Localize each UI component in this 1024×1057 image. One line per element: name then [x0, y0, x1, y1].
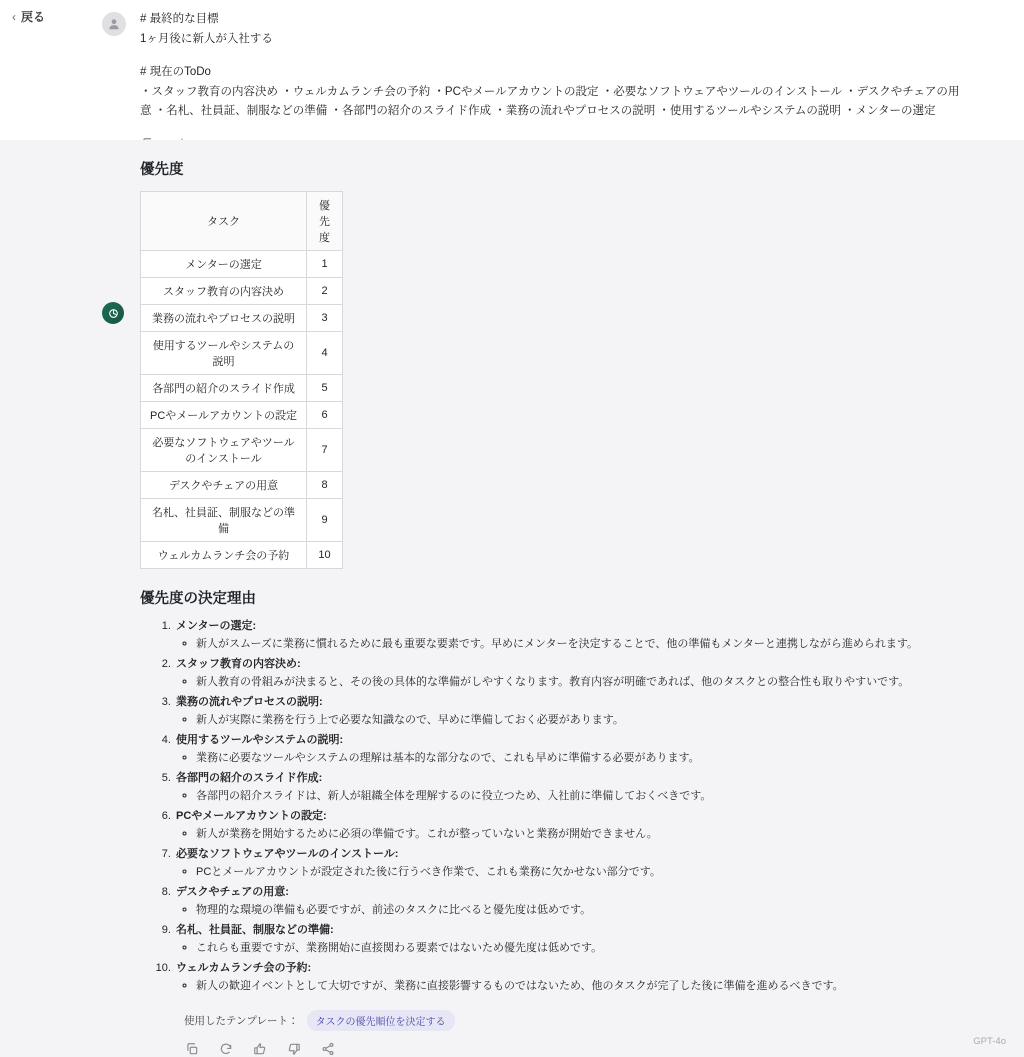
cell-priority: 3 — [307, 305, 343, 332]
list-item — [174, 884, 976, 918]
list-item — [174, 922, 976, 956]
thumbs-up-icon[interactable] — [252, 1041, 268, 1057]
reason-detail: ◦ 業務に必要なツールやシステムの理解は基本的な部分なので、これも早めに準備する必要があります。 — [196, 750, 976, 767]
table-row — [141, 305, 343, 332]
assistant-logo-icon — [102, 302, 124, 324]
reason-title-text: PCやメールアカウントの設定: — [176, 810, 327, 822]
back-button[interactable] — [12, 8, 45, 25]
reason-detail: ◦ 新人が実際に業務を行う上で必要な知識なので、早めに準備しておく必要があります。 — [196, 712, 976, 729]
cell-task: メンターの選定 — [141, 251, 307, 278]
cell-priority: 7 — [307, 429, 343, 472]
reason-title-text: 各部門の紹介のスライド作成: — [176, 772, 323, 784]
share-icon[interactable] — [320, 1041, 336, 1057]
cell-priority: 1 — [307, 251, 343, 278]
todo-heading: # 現在のToDo — [140, 66, 211, 79]
table-row — [141, 332, 343, 375]
cell-priority: 4 — [307, 332, 343, 375]
reason-title-text: スタッフ教育の内容決め: — [176, 658, 301, 670]
priority-title: 優先度 — [140, 162, 184, 178]
reason-title-text: デスクやチェアの用意: — [176, 886, 289, 898]
reason-detail-list — [176, 902, 976, 919]
goal-text: 1ヶ月後に新人が入社する — [140, 32, 273, 45]
reason-detail: ◦ PCとメールアカウントが設定された後に行うべき作業で、これも業務に欠かせない部分です。 — [196, 864, 976, 881]
table-row — [141, 251, 343, 278]
cell-task: スタッフ教育の内容決め — [141, 278, 307, 305]
table-row — [141, 375, 343, 402]
template-pill[interactable]: タスクの優先順位を決定する — [307, 1010, 455, 1031]
table-row — [141, 472, 343, 499]
reason-detail-list — [176, 978, 976, 995]
reason-detail-list — [176, 826, 976, 843]
list-item — [174, 846, 976, 880]
reason-detail: ◦ 各部門の紹介スライドは、新人が組織全体を理解するのに役立つため、入社前に準備しておくべきです。 — [196, 788, 976, 805]
refresh-icon[interactable] — [218, 1041, 234, 1057]
reason-detail-list — [176, 712, 976, 729]
reason-title-text: 必要なソフトウェアやツールのインストール: — [176, 848, 399, 860]
template-footer — [140, 1010, 976, 1031]
cell-priority: 8 — [307, 472, 343, 499]
table-header-row — [141, 192, 343, 251]
assistant-message-block — [0, 140, 1024, 1057]
user-avatar — [102, 12, 126, 36]
reason-detail-list — [176, 750, 976, 767]
user-message-block — [0, 0, 1024, 140]
list-item — [174, 694, 976, 728]
reason-title-text: ウェルカムランチ会の予約: — [176, 962, 312, 974]
cell-task: デスクやチェアの用意 — [141, 472, 307, 499]
reason-detail-list — [176, 940, 976, 957]
table-row — [141, 429, 343, 472]
assistant-content — [96, 158, 976, 1057]
column-header-priority: 優先度 — [307, 192, 343, 251]
reason-detail-list — [176, 674, 976, 691]
thumbs-down-icon[interactable] — [286, 1041, 302, 1057]
table-row — [141, 499, 343, 542]
list-item — [174, 770, 976, 804]
list-item — [174, 960, 976, 994]
column-header-task: タスク — [141, 192, 307, 251]
cell-task: 名札、社員証、制服などの準備 — [141, 499, 307, 542]
reason-detail-list — [176, 636, 976, 653]
table-row — [141, 402, 343, 429]
assistant-message-actions — [140, 1041, 976, 1057]
template-label: 使用したテンプレート： — [184, 1015, 299, 1027]
copy-icon[interactable] — [184, 1041, 200, 1057]
cell-priority: 5 — [307, 375, 343, 402]
model-tag: GPT-4o — [973, 1036, 1006, 1047]
reason-title: 優先度の決定理由 — [140, 591, 256, 607]
todo-text: ・スタッフ教育の内容決め ・ウェルカムランチ会の予約 ・PCやメールアカウントの設定 ・必要なソフトウェアやツールのインストール ・デスクやチェアの用意 ・名札、社員証、制服などの準備 ・各部門の紹介のスライド作成 ・業務の流れやプロセスの説明 ・使用するツールやシステムの説明 ・メンターの選定 — [140, 85, 960, 118]
reason-title-text: 業務の流れやプロセスの説明: — [176, 696, 323, 708]
reason-detail: ◦ 新人の歓迎イベントとして大切ですが、業務に直接影響するものではないため、他のタスクが完了した後に準備を進めるべきです。 — [196, 978, 976, 995]
reason-title-text: 名札、社員証、制服などの準備: — [176, 924, 334, 936]
list-item — [174, 732, 976, 766]
table-row — [141, 542, 343, 569]
priority-table — [140, 191, 343, 569]
table-row — [141, 278, 343, 305]
reason-detail: ◦ 新人教育の骨組みが決まると、その後の具体的な準備がしやすくなります。教育内容が明確であれば、他のタスクとの整合性も取りやすいです。 — [196, 674, 976, 691]
cell-task: ウェルカムランチ会の予約 — [141, 542, 307, 569]
goal-heading: # 最終的な目標 — [140, 13, 219, 25]
reason-detail-list — [176, 788, 976, 805]
cell-task: 業務の流れやプロセスの説明 — [141, 305, 307, 332]
cell-task: PCやメールアカウントの設定 — [141, 402, 307, 429]
list-item — [174, 618, 976, 652]
list-item — [174, 656, 976, 690]
cell-task: 必要なソフトウェアやツールのインストール — [141, 429, 307, 472]
reason-title-text: 使用するツールやシステムの説明: — [176, 734, 344, 746]
cell-priority: 9 — [307, 499, 343, 542]
cell-task: 各部門の紹介のスライド作成 — [141, 375, 307, 402]
user-message-text — [96, 10, 966, 122]
cell-priority: 10 — [307, 542, 343, 569]
reason-title-text: メンターの選定: — [176, 620, 257, 632]
reason-detail-list — [176, 864, 976, 881]
list-item — [174, 808, 976, 842]
back-button-label: 戻る — [21, 10, 46, 24]
text-spacer — [140, 49, 966, 63]
reason-detail: ◦ これらも重要ですが、業務開始に直接関わる要素ではないため優先度は低めです。 — [196, 940, 976, 957]
chevron-left-icon: ‹ — [12, 9, 16, 24]
cell-task: 使用するツールやシステムの説明 — [141, 332, 307, 375]
reason-list — [140, 618, 976, 994]
reason-detail: ◦ 新人が業務を開始するために必須の準備です。これが整っていないと業務が開始できません。 — [196, 826, 976, 843]
cell-priority: 2 — [307, 278, 343, 305]
reason-detail: ◦ 新人がスムーズに業務に慣れるために最も重要な要素です。早めにメンターを決定することで、他の準備もメンターと連携しながら進められます。 — [196, 636, 976, 653]
reason-detail: ◦ 物理的な環境の準備も必要ですが、前述のタスクに比べると優先度は低めです。 — [196, 902, 976, 919]
cell-priority: 6 — [307, 402, 343, 429]
